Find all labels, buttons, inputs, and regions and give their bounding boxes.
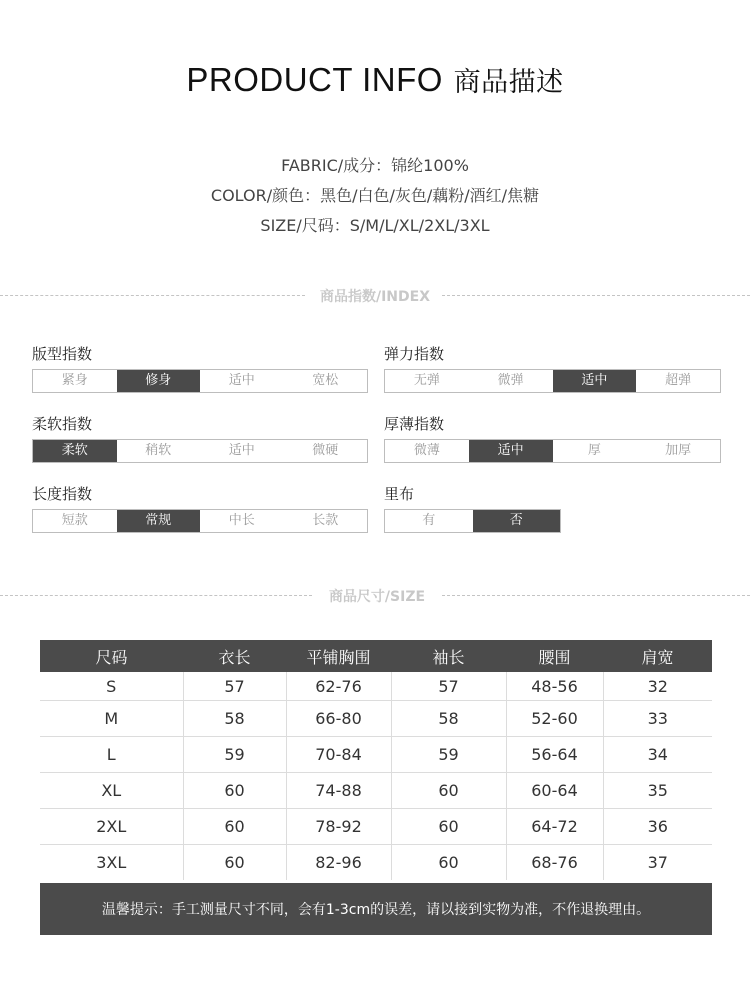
index-scale: [384, 439, 721, 463]
table-cell: 60-64: [506, 773, 603, 809]
divider-right: [442, 595, 750, 596]
index-option-selected: 适中: [553, 370, 637, 392]
table-cell: 32: [603, 672, 712, 701]
index-group-title: 厚薄指数: [384, 415, 445, 433]
table-cell: 33: [603, 701, 712, 737]
table-cell: 68-76: [506, 845, 603, 881]
index-option: 微弹: [497, 373, 524, 388]
table-cell: 62-76: [286, 672, 391, 701]
table-header-row: [40, 640, 712, 672]
spec-color: COLOR/颜色：黑色/白色/灰色/藕粉/酒红/焦糖: [210, 186, 540, 205]
measurement-note-text: 温馨提示：手工测量尺寸不同，会有1-3cm的误差，请以接到实物为准，不作退换理由。: [101, 902, 651, 918]
size-table: [40, 640, 712, 880]
spec-fabric: FABRIC/成分：锦纶100%: [281, 156, 469, 175]
index-option-selected: 修身: [117, 370, 201, 392]
page-title: [0, 60, 750, 99]
table-cell: 37: [603, 845, 712, 881]
title-chinese: 商品描述: [453, 67, 564, 98]
size-section-header: [0, 586, 750, 606]
table-cell: 57: [391, 672, 506, 701]
table-row: [40, 809, 712, 845]
divider-right: [442, 295, 750, 296]
column-header-size: 尺码: [40, 640, 183, 672]
index-option: 中长: [228, 513, 255, 528]
index-group-length: [32, 484, 368, 533]
table-cell: 35: [603, 773, 712, 809]
index-option: 短款: [61, 513, 88, 528]
table-row: [40, 773, 712, 809]
index-group-elasticity: [384, 344, 721, 393]
table-row: [40, 737, 712, 773]
table-cell: 66-80: [286, 701, 391, 737]
column-header-length: 衣长: [183, 640, 286, 672]
column-header-chest: 平铺胸围: [286, 640, 391, 672]
index-option: 超弹: [665, 373, 692, 388]
index-option-selected: 适中: [469, 440, 553, 462]
size-section-label: 商品尺寸/SIZE: [328, 589, 426, 605]
index-option: 加厚: [665, 443, 692, 458]
table-cell: 34: [603, 737, 712, 773]
divider-left: [0, 295, 305, 296]
table-cell: 60: [183, 773, 286, 809]
table-row: [40, 845, 712, 881]
index-group-softness: [32, 414, 368, 463]
table-cell: 48-56: [506, 672, 603, 701]
index-option: 无弹: [413, 373, 440, 388]
table-cell: 60: [391, 773, 506, 809]
table-cell: 57: [183, 672, 286, 701]
index-option: 稍软: [145, 443, 172, 458]
index-option: 宽松: [312, 373, 339, 388]
index-group-title: 柔软指数: [32, 415, 93, 433]
index-option: 适中: [228, 373, 255, 388]
index-option-selected: 常规: [117, 510, 201, 532]
index-option-selected: 否: [473, 510, 561, 532]
column-header-sleeve: 袖长: [391, 640, 506, 672]
index-option: 有: [422, 513, 436, 528]
title-english: PRODUCT INFO: [186, 61, 443, 98]
table-cell: 82-96: [286, 845, 391, 881]
table-cell: 58: [391, 701, 506, 737]
index-option-selected: 柔软: [33, 440, 117, 462]
table-cell: 59: [183, 737, 286, 773]
index-group-title: 弹力指数: [384, 345, 445, 363]
table-cell: 52-60: [506, 701, 603, 737]
table-cell: S: [106, 676, 117, 696]
table-cell: L: [40, 737, 183, 773]
table-cell: 60: [183, 809, 286, 845]
table-cell: 36: [603, 809, 712, 845]
table-cell: 2XL: [40, 809, 183, 845]
index-scale: [384, 509, 561, 533]
table-cell: 78-92: [286, 809, 391, 845]
index-group-lining: [384, 484, 561, 533]
divider-left: [0, 595, 312, 596]
table-row: [40, 672, 712, 701]
column-header-waist: 腰围: [506, 640, 603, 672]
index-option: 适中: [228, 443, 255, 458]
table-row: [40, 701, 712, 737]
index-group-title: 长度指数: [32, 485, 93, 503]
index-section-label: 商品指数/INDEX: [319, 289, 431, 305]
index-section-header: [0, 286, 750, 306]
index-scale: [384, 369, 721, 393]
table-cell: 60: [391, 809, 506, 845]
table-cell: 60: [183, 845, 286, 881]
spec-size: SIZE/尺码：S/M/L/XL/2XL/3XL: [260, 216, 490, 235]
index-option: 厚: [587, 443, 601, 458]
table-cell: 58: [183, 701, 286, 737]
table-cell: 64-72: [506, 809, 603, 845]
index-scale: [32, 509, 368, 533]
index-option: 微硬: [312, 443, 339, 458]
index-option: 微薄: [413, 443, 440, 458]
index-option: 紧身: [61, 373, 88, 388]
index-group-title: 里布: [384, 485, 415, 503]
table-cell: M: [40, 701, 183, 737]
index-scale: [32, 439, 368, 463]
product-specs: [0, 156, 750, 246]
measurement-note: [40, 883, 712, 935]
table-cell: 60: [391, 845, 506, 881]
table-cell: 56-64: [506, 737, 603, 773]
index-group-fit: [32, 344, 368, 393]
table-cell: XL: [40, 773, 183, 809]
table-cell: 59: [391, 737, 506, 773]
index-group-thickness: [384, 414, 721, 463]
table-cell: 74-88: [286, 773, 391, 809]
index-group-title: 版型指数: [32, 345, 93, 363]
table-cell: 3XL: [40, 845, 183, 881]
column-header-shoulder: 肩宽: [603, 640, 712, 672]
index-scale: [32, 369, 368, 393]
index-option: 长款: [312, 513, 339, 528]
table-cell: 70-84: [286, 737, 391, 773]
